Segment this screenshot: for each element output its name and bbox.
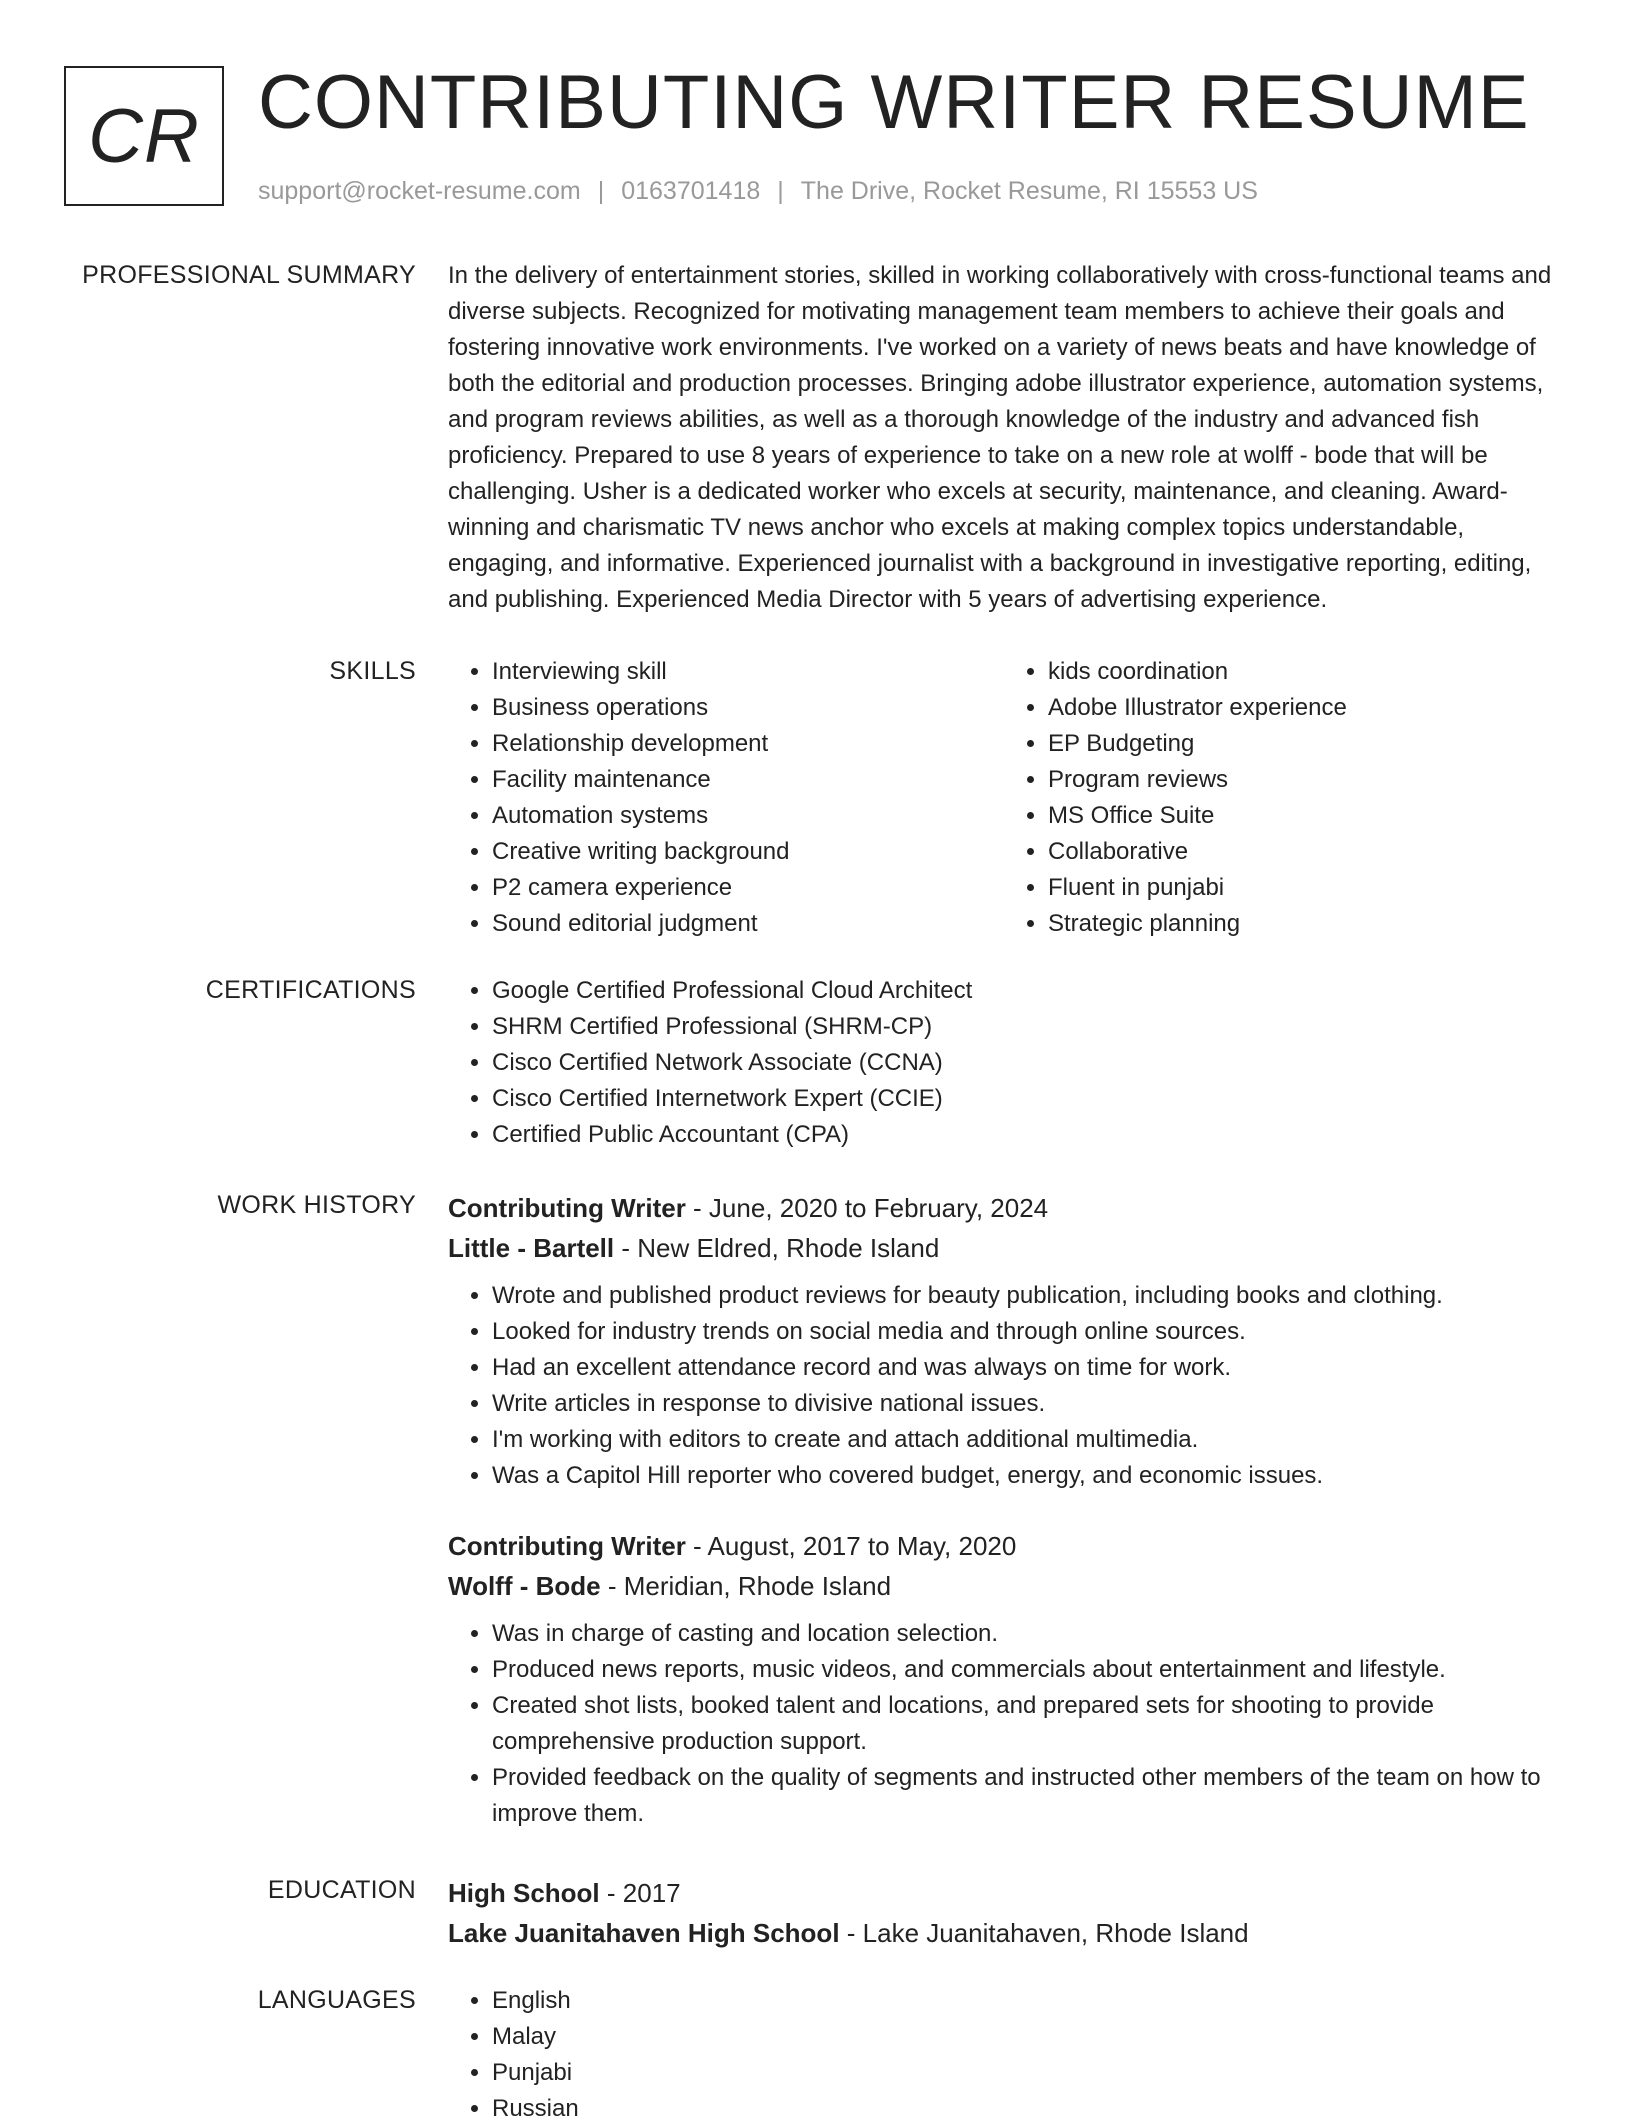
page-title: CONTRIBUTING WRITER RESUME	[258, 60, 1530, 145]
job-company: Wolff - Bode	[448, 1571, 601, 1601]
skill-item: • Facility maintenance	[492, 762, 1004, 798]
certification-item: • Certified Public Accountant (CPA)	[492, 1117, 1560, 1153]
contact-separator: |	[597, 177, 605, 205]
job-role: Contributing Writer	[448, 1531, 686, 1561]
monogram-logo: CR	[64, 66, 224, 206]
contact-info	[258, 174, 1258, 208]
email-link[interactable]: support@rocket-resume.com	[258, 177, 581, 205]
languages-content	[448, 1983, 1560, 2127]
language-item: • Malay	[492, 2019, 1560, 2055]
education-degree: High School	[448, 1878, 600, 1908]
skill-item: • EP Budgeting	[1048, 726, 1560, 762]
job-bullet: • Looked for industry trends on social media and through online sources.	[492, 1314, 1560, 1350]
section-label-summary: PROFESSIONAL SUMMARY	[82, 261, 416, 289]
skill-item: • Relationship development	[492, 726, 1004, 762]
education-location: - Lake Juanitahaven, Rhode Island	[839, 1918, 1249, 1948]
job-role: Contributing Writer	[448, 1193, 686, 1223]
language-item: • Punjabi	[492, 2055, 1560, 2091]
section-label-certifications: CERTIFICATIONS	[205, 976, 416, 1004]
section-label-education: EDUCATION	[267, 1876, 416, 1904]
certification-item: • SHRM Certified Professional (SHRM-CP)	[492, 1009, 1560, 1045]
skill-item: • P2 camera experience	[492, 870, 1004, 906]
skill-item: • MS Office Suite	[1048, 798, 1560, 834]
job-bullet: • Produced news reports, music videos, and commercials about entertainment and lifestyle.	[492, 1652, 1560, 1688]
job-bullets	[448, 1278, 1560, 1494]
skill-item: • Fluent in punjabi	[1048, 870, 1560, 906]
job-entry	[448, 1188, 1560, 1494]
job-bullet: • Wrote and published product reviews for beauty publication, including books and clothing.	[492, 1278, 1560, 1314]
job-dates: - August, 2017 to May, 2020	[685, 1531, 1017, 1561]
skill-item: • Automation systems	[492, 798, 1004, 834]
section-label-languages: LANGUAGES	[257, 1986, 416, 2014]
job-bullet: • Write articles in response to divisive national issues.	[492, 1386, 1560, 1422]
job-bullet: • I'm working with editors to create and attach additional multimedia.	[492, 1422, 1560, 1458]
contact-separator: |	[777, 177, 784, 205]
job-entry	[448, 1526, 1560, 1832]
skill-item: • Strategic planning	[1048, 906, 1560, 942]
skill-item: • Sound editorial judgment	[492, 906, 1004, 942]
job-title-line	[448, 1526, 1560, 1566]
job-title-line	[448, 1188, 1560, 1228]
education-school: Lake Juanitahaven High School	[448, 1918, 840, 1948]
summary-content	[448, 258, 1560, 618]
language-item: • English	[492, 1983, 1560, 2019]
education-degree-line	[448, 1873, 1560, 1913]
job-dates: - June, 2020 to February, 2024	[685, 1193, 1049, 1223]
phone-number[interactable]: 0163701418	[621, 177, 761, 205]
skill-item: • Adobe Illustrator experience	[1048, 690, 1560, 726]
job-location: - New Eldred, Rhode Island	[614, 1233, 940, 1263]
job-company-line	[448, 1566, 1560, 1606]
certification-item: • Cisco Certified Internetwork Expert (CCIE)	[492, 1081, 1560, 1117]
education-year: - 2017	[599, 1878, 681, 1908]
languages-list	[448, 1983, 1560, 2127]
job-bullet: • Created shot lists, booked talent and locations, and prepared sets for shooting to provide comprehensive production support.	[492, 1688, 1560, 1760]
certifications-content	[448, 973, 1560, 1153]
job-company-line	[448, 1228, 1560, 1268]
certifications-list	[448, 973, 1560, 1153]
job-location: - Meridian, Rhode Island	[600, 1571, 892, 1601]
address: The Drive, Rocket Resume, RI 15553 US	[800, 177, 1258, 205]
section-label-work-history: WORK HISTORY	[217, 1191, 416, 1219]
job-company: Little - Bartell	[448, 1233, 615, 1263]
job-bullet: • Had an excellent attendance record and was always on time for work.	[492, 1350, 1560, 1386]
skill-item: • Business operations	[492, 690, 1004, 726]
education-content	[448, 1873, 1560, 1953]
certification-item: • Cisco Certified Network Associate (CCNA)	[492, 1045, 1560, 1081]
summary-text: In the delivery of entertainment stories, skilled in working collaboratively with cross-functional teams and diverse subjects. Recognized for motivating management team members to achieve their goals and fostering innovative work environments. I've worked on a variety of news beats and have knowledge of both the editorial and production processes. Bringing adobe illustrator experience, automation systems, and program reviews abilities, as well as a thorough knowledge of the industry and advanced fish proficiency. Prepared to use 8 years of experience to take on a new role at wolff - bode that will be challenging. Usher is a dedicated worker who excels at security, maintenance, and cleaning. Award-winning and charismatic TV news anchor who excels at making complex topics understandable, engaging, and informative. Experienced journalist with a background in investigative reporting, editing, and publishing. Experienced Media Director with 5 years of advertising experience.	[448, 262, 1552, 613]
work-history-content	[448, 1188, 1560, 1832]
language-item: • Russian	[492, 2091, 1560, 2127]
job-bullet: • Was in charge of casting and location selection.	[492, 1616, 1560, 1652]
job-bullet: • Was a Capitol Hill reporter who covered budget, energy, and economic issues.	[492, 1458, 1560, 1494]
skill-item: • Interviewing skill	[492, 654, 1004, 690]
job-bullets	[448, 1616, 1560, 1832]
section-label-skills: SKILLS	[329, 657, 416, 685]
skills-content	[448, 654, 1560, 942]
skill-item: • kids coordination	[1048, 654, 1560, 690]
skills-list-right	[1004, 654, 1560, 942]
skill-item: • Collaborative	[1048, 834, 1560, 870]
skill-item: • Creative writing background	[492, 834, 1004, 870]
education-school-line	[448, 1913, 1560, 1953]
skills-list-left	[448, 654, 1004, 942]
job-bullet: • Provided feedback on the quality of segments and instructed other members of the team on how to improve them.	[492, 1760, 1560, 1832]
certification-item: • Google Certified Professional Cloud Architect	[492, 973, 1560, 1009]
skill-item: • Program reviews	[1048, 762, 1560, 798]
